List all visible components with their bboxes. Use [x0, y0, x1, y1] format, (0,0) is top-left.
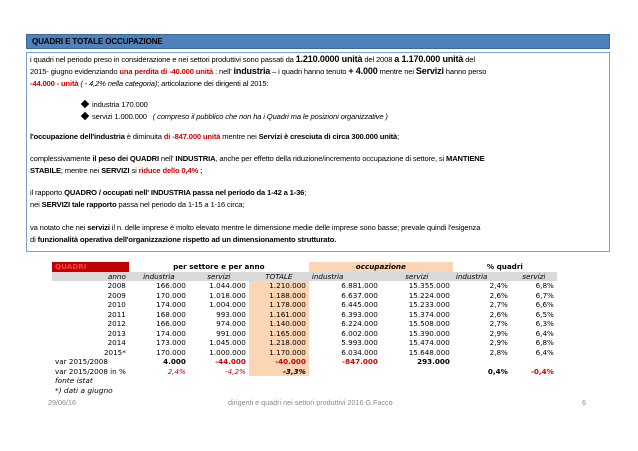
table-cell: 1.170.000: [249, 348, 309, 358]
quadri-data-table: [52, 262, 557, 395]
table-cell: 1.161.000: [249, 310, 309, 320]
table-cell: 15.355.000: [408, 281, 450, 290]
diamond-bullet-icon: [81, 112, 89, 120]
table-cell: 2013: [52, 329, 129, 339]
table-cell: 1.140.000: [249, 319, 309, 329]
table-cell: 5.993.000: [341, 338, 378, 347]
table-row: [52, 329, 557, 339]
table-cell: 2009: [52, 291, 129, 301]
col-occ-industria: industria: [309, 272, 381, 282]
table-cell: 2015*: [52, 348, 129, 358]
table-cell: 2011: [52, 310, 129, 320]
table-cell: 6.881.000: [341, 281, 378, 290]
table-row: [52, 291, 557, 301]
table-cell: 6.637.000: [341, 290, 378, 300]
table-cell: 2,6%: [489, 309, 508, 319]
table-cell: 168.000: [156, 309, 186, 319]
col-servizi: servizi: [189, 272, 249, 282]
var-abs-row: var 2015/2008 4.000 -44.000 -40.000 -847.000 293.000: [55, 357, 450, 366]
paragraph-4-line-1: il rapporto QUADRO / occupati nell' INDUSTRIA passa nel periodo da 1-42 a 1-36;: [30, 188, 307, 197]
table-cell: 1.004.000: [209, 300, 246, 309]
table-cell: 174.000: [156, 300, 186, 309]
table-cell: 2,9%: [489, 338, 508, 347]
table-cell: 2014: [52, 338, 129, 348]
quadri-header: QUADRI: [52, 262, 129, 272]
paragraph-3-line-1: complessivamente il peso dei QUADRI nell' INDUSTRIA, anche per effetto della riduzione/incremento occupazione di settore, si MANTIENE: [30, 154, 485, 163]
table-cell: 6,8%: [535, 338, 554, 347]
table-cell: 2,7%: [489, 300, 508, 309]
bullet-industria: industria 170.000: [82, 99, 148, 110]
table-cell: 2,6%: [489, 290, 508, 300]
table-subheader: [52, 272, 557, 282]
table-cell: 6.445.000: [341, 300, 378, 309]
table-cell: 166.000: [156, 281, 186, 290]
table-row: [52, 348, 557, 358]
table-cell: 15.374.000: [408, 309, 450, 319]
table-row: [52, 281, 557, 291]
paragraph-5-line-1: va notato che nei servizi il n. delle imprese è molto elevato mentre le dimensione medie delle imprese sono basse; prevale quindi l'esigenza: [30, 223, 481, 232]
table-group-header: [52, 262, 557, 272]
col-industria: industria: [129, 272, 189, 282]
table-cell: 1.218.000: [249, 338, 309, 348]
source-row: fonte istat: [55, 376, 93, 385]
table-cell: 6,4%: [535, 328, 554, 338]
table-cell: 1.165.000: [249, 329, 309, 339]
var-pct-row: var 2015/2008 in % 2,4% -4,2% -3,3% 0,4% -0,4%: [55, 366, 554, 376]
table-cell: 166.000: [156, 319, 186, 328]
table-cell: 1.188.000: [249, 291, 309, 301]
section-title-bar: [26, 34, 610, 49]
diamond-bullet-icon: [81, 100, 89, 108]
table-row: [52, 300, 557, 310]
table-cell: 991.000: [216, 328, 246, 338]
table-cell: 6,6%: [535, 300, 554, 309]
paragraph-1-line-1: i quadri nel periodo preso in considerazione e nei settori produttivi sono passati da 1.210.0000 unità del 2008 a 1.170.000 unità del: [30, 54, 475, 64]
table-cell: 2,7%: [489, 319, 508, 328]
table-cell: 1.045.000: [209, 338, 246, 347]
table-cell: 2010: [52, 300, 129, 310]
table-cell: 1.018.000: [209, 290, 246, 300]
table-cell: 2008: [52, 281, 129, 291]
table-cell: 1.044.000: [209, 281, 246, 290]
paragraph-1-line-3: -44.000 - unità ( - 4,2% nella categoria); articolazione dei dirigenti al 2015:: [30, 79, 269, 88]
paragraph-5-line-2: di funzionalità operativa dell'organizzazione rispetto ad un dimensionamento strutturato.: [30, 235, 337, 244]
table-cell: 174.000: [156, 328, 186, 338]
table-cell: 173.000: [156, 338, 186, 347]
table-cell: 6.224.000: [341, 319, 378, 328]
table-cell: 15.233.000: [408, 300, 450, 309]
bullet-servizi: servizi 1.000.000 ( compreso il pubblico che non ha i Quadri ma le posizioni organizzative ): [82, 111, 388, 122]
table-cell: 6.034.000: [341, 347, 378, 357]
table-cell: 15.474.000: [408, 338, 450, 347]
col-pct-servizi: servizi: [511, 272, 557, 282]
table-cell: 2,9%: [489, 328, 508, 338]
table-row: [52, 338, 557, 348]
footer-page-number: 6: [582, 398, 586, 407]
section-title: QUADRI E TOTALE OCCUPAZIONE: [32, 37, 163, 46]
group-occupazione: occupazione: [309, 262, 453, 272]
table-cell: 6.393.000: [341, 309, 378, 319]
paragraph-4-line-2: nei SERVIZI tale rapporto passa nel periodo da 1-15 a 1-16 circa;: [30, 200, 245, 209]
table-cell: 6,4%: [535, 347, 554, 357]
table-cell: 6,8%: [535, 281, 554, 290]
table-row: [52, 310, 557, 320]
note-row: *) dati a giugno: [55, 385, 113, 395]
col-totale: TOTALE: [249, 272, 309, 282]
table-cell: 6.002.000: [341, 328, 378, 338]
table-cell: 2,4%: [489, 281, 508, 290]
group-percent-quadri: % quadri: [486, 262, 523, 271]
paragraph-1-line-2: 2015- giugno evidenziando una perdita di -40.000 unità : nell' industria – i quadri hanno tenuto + 4.000 mentre nei Servizi hanno perso: [30, 66, 487, 76]
paragraph-3-line-2: STABILE; mentre nei SERVIZI si riduce dello 0,4% ;: [30, 166, 203, 175]
col-pct-industria: industria: [453, 272, 511, 282]
col-anno: anno: [52, 272, 129, 282]
footer-caption: dirigenti e quadri nei settori produttivi 2016 G.Facco: [228, 398, 393, 407]
table-cell: 993.000: [216, 309, 246, 319]
table-cell: 170.000: [156, 347, 186, 357]
table-row: [52, 319, 557, 329]
group-per-settore: per settore e per anno: [173, 262, 265, 271]
table-cell: 170.000: [156, 290, 186, 300]
footer-date: 29/06/16: [48, 398, 76, 407]
table-cell: 1.210.000: [249, 281, 309, 291]
table-cell: 1.178.000: [249, 300, 309, 310]
table-cell: 15.224.000: [408, 290, 450, 300]
table-cell: 1.000.000: [209, 347, 246, 357]
table-cell: 15.390.000: [408, 328, 450, 338]
table-cell: 2,8%: [489, 347, 508, 357]
col-occ-servizi: servizi: [381, 272, 453, 282]
table-cell: 15.508.000: [408, 319, 450, 328]
table-cell: 6,7%: [535, 290, 554, 300]
table-cell: 15.648.000: [408, 347, 450, 357]
table-cell: 2012: [52, 319, 129, 329]
table-cell: 6,5%: [535, 309, 554, 319]
table-cell: 6,3%: [535, 319, 554, 328]
table-cell: 974.000: [216, 319, 246, 328]
paragraph-2: l'occupazione dell'industria è diminuita di -847.000 unità mentre nei Servizi è cresciuta di circa 300.000 unità;: [30, 132, 400, 141]
